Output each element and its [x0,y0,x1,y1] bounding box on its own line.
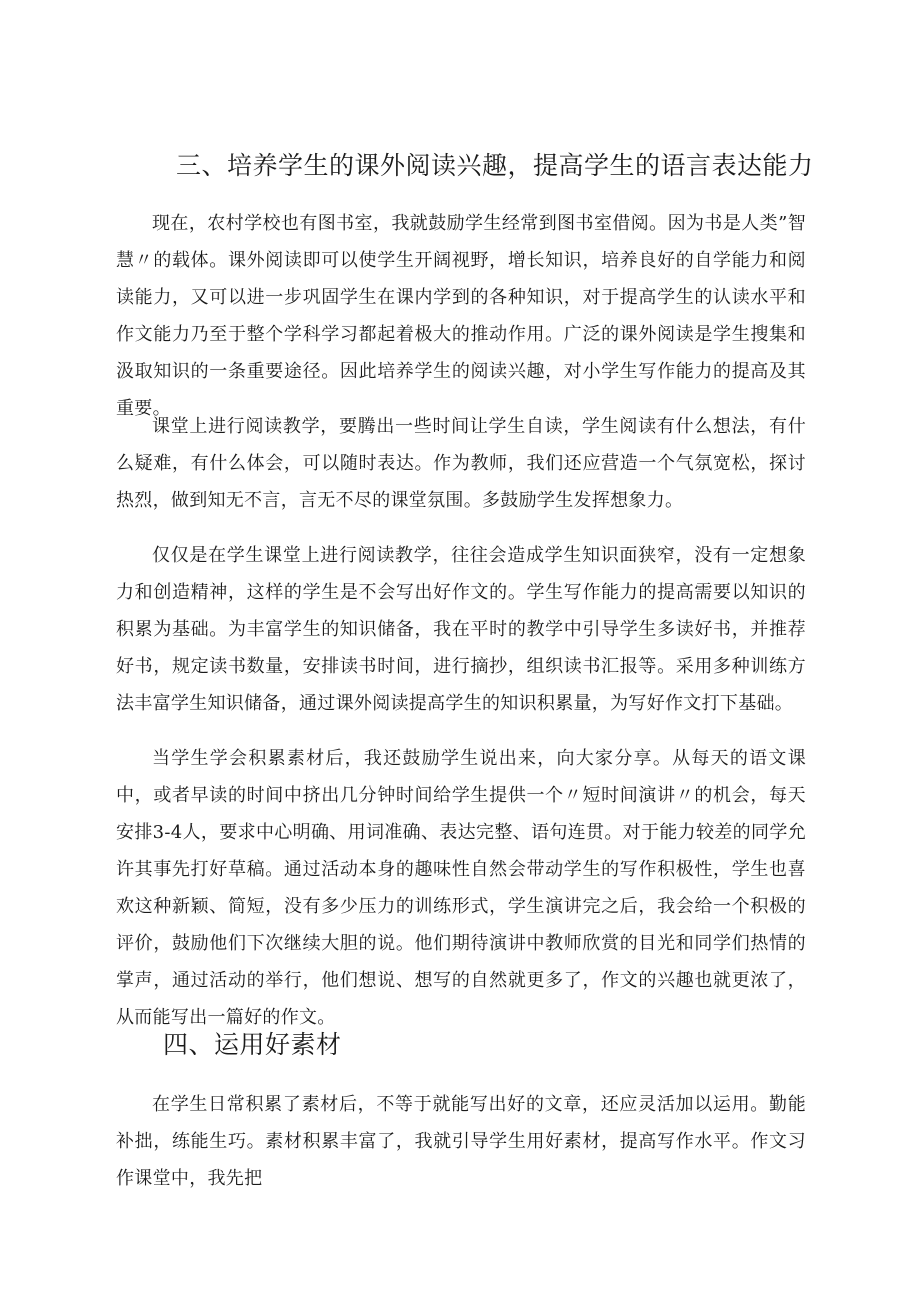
paragraph-using-material: 在学生日常积累了素材后，不等于就能写出好的文章，还应灵活加以运用。勤能补拙，练能生巧。素材积累丰富了，我就引导学生用好素材，提高写作水平。作文习作课堂中，我先把 [116,1094,806,1189]
paragraph-knowledge-accumulation: 仅仅是在学生课堂上进行阅读教学，往往会造成学生知识面狭窄，没有一定想象力和创造精神，这样的学生是不会写出好作文的。学生写作能力的提高需要以知识的积累为基础。为丰富学生的知识储备，我在平时的教学中引导学生多读好书，并推荐好书，规定读书数量，安排读书时间，进行摘抄，组织读书汇报等。采用多种训练方法丰富学生知识储备，通过课外阅读提高学生的知识积累量，为写好作文打下基础。 [116,545,806,714]
paragraph-speech-sharing: 当学生学会积累素材后，我还鼓励学生说出来，向大家分享。从每天的语文课中，或者早读的时间中挤出几分钟时间给学生提供一个〃短时间演讲〃的机会，每天安排3-4人，要求中心明确、用词准确、表达完整、语句连贯。对于能力较差的同学允许其事先打好草稿。通过活动本身的趣味性自然会带动学生的写作积极性，学生也喜欢这种新颖、简短，没有多少压力的训练形式，学生演讲完之后，我会给一个积极的评价，鼓励他们下次继续大胆的说。他们期待演讲中教师欣赏的目光和同学们热情的掌声，通过活动的举行，他们想说、想写的自然就更多了，作文的兴趣也就更浓了，从而能写出一篇好的作文。 [116,748,806,1028]
paragraph-reading-room: 现在，农村学校也有图书室，我就鼓励学生经常到图书室借阅。因为书是人类”智慧〃的载体。课外阅读即可以使学生开阔视野，增长知识，培养良好的自学能力和阅读能力，又可以进一步巩固学生在课内学到的各种知识，对于提高学生的认读水平和作文能力乃至于整个学科学习都起着极大的推动作用。广泛的课外阅读是学生搜集和汲取知识的一条重要途径。因此培养学生的阅读兴趣，对小学生写作能力的提高及其重要。 [116,213,806,419]
paragraph-classroom-reading: 课堂上进行阅读教学，要腾出一些时间让学生自读，学生阅读有什么想法，有什么疑难，有什么体会，可以随时表达。作为教师，我们还应营造一个气氛宽松，探讨热烈，做到知无不言，言无不尽的课堂氛围。多鼓励学生发挥想象力。 [116,416,806,511]
section-heading-3: 三、培养学生的课外阅读兴趣，提高学生的语言表达能力 [176,151,814,180]
section-heading-4: 四、运用好素材 [163,1030,342,1059]
